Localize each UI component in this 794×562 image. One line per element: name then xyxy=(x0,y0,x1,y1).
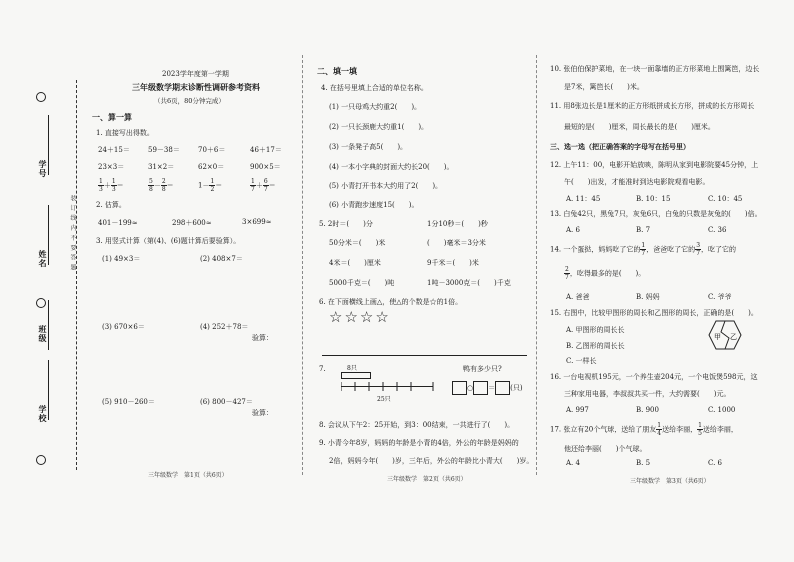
fold-line-1 xyxy=(302,55,304,475)
q6-prompt: 6. 在下面横线上画△，使△的个数是☆的1倍。 xyxy=(319,298,463,306)
q9-line2: 2倍，妈妈今年( )岁，三年后，外公的年龄比小青大( )岁。 xyxy=(329,457,534,465)
q5-item-kilometer: 9千米＝( )米 xyxy=(427,259,479,267)
section-1-heading: 一、算一算 xyxy=(92,112,132,122)
q12-line2: 午( )出发，才能准时到达电影院观看电影。 xyxy=(564,178,710,186)
q11-line2: 最短的是( )厘米，周长最长的是( )厘米。 xyxy=(564,123,715,131)
q17-line1: 17. 张立有20个气球，送给了朋友 $\frac{1}{4}$ 送给李丽， $\frac{1}{5}$ 送给李丽， xyxy=(550,422,738,437)
q5-item-meter: 4米＝( )厘米 xyxy=(329,259,381,267)
q1-frac-item1: $\frac{1}{3}$ ＋ $\frac{1}{3}$ ＝ xyxy=(99,178,124,193)
q13-option-c: C. 36 xyxy=(708,226,727,234)
q4-item1: (1) 一只母鸡大约重2( )。 xyxy=(329,103,422,111)
q5-item-seconds: 1分10秒＝( )秒 xyxy=(427,220,488,228)
q3-prompt: 3. 用竖式计算（第(4)、(6)题计算后要验算）。 xyxy=(96,237,241,245)
q7-top-label: 8只 xyxy=(347,365,357,372)
q15-hexagon-figure xyxy=(708,320,742,350)
q1-frac-item2: $\frac{5}{8}$ － $\frac{2}{8}$ ＝ xyxy=(149,178,174,193)
q15-option-a: A. 甲图形的周长长 xyxy=(566,326,625,334)
student-id-label: 学号 xyxy=(38,160,48,178)
q14-line1: 14. 一个蛋挞，妈妈吃了它的 $\frac{1}{7}$ ，爸爸吃了它的 $\frac{3}{7}$ ，吃了它的 xyxy=(550,242,737,257)
page-1-footer: 三年级数学 第1页（共6页） xyxy=(148,472,228,479)
q7-equation: ○ ＝ (只) xyxy=(452,381,523,395)
q17-option-c: C. 6 xyxy=(708,459,723,467)
q7-answer-box-1[interactable] xyxy=(452,381,467,395)
section-2-heading: 二、填一填 xyxy=(317,66,357,76)
q3-item1: (1) 49×3＝ xyxy=(102,255,141,263)
page-2-footer: 三年级数学 第2页（共6页） xyxy=(387,476,467,483)
q7-question: 鸭有多少只? xyxy=(463,365,502,373)
q12-option-c: C. 10：45 xyxy=(708,195,743,203)
page-2 xyxy=(307,0,532,562)
q2-item2: 298＋600≈ xyxy=(172,219,212,227)
q4-item3: (3) 一条凳子高5( )。 xyxy=(329,143,408,151)
q4-item2: (2) 一只长颈鹿大约重1( )。 xyxy=(329,123,429,131)
q1-row1-item4: 46＋17＝ xyxy=(250,146,282,154)
q3-check-label-6: 验算： xyxy=(252,409,273,417)
name-label: 姓名 xyxy=(38,250,48,268)
q4-item4: (4) 一本小字典的封面大约长20( )。 xyxy=(329,163,454,171)
q4-prompt: 4. 在括号里填上合适的单位名称。 xyxy=(321,84,428,92)
binding-warning-text: 装 订 线 内 不 要 答 题 xyxy=(69,195,76,272)
exam-subtitle: （共6页，80分钟完成） xyxy=(154,97,225,105)
q12-line1: 12. 上午11：00，电影开始放映，陈明从家到电影院要45分钟，上 xyxy=(550,161,759,169)
q1-row2-item1: 23×3＝ xyxy=(98,163,125,171)
q3-check-label-4: 验算： xyxy=(252,334,273,342)
q17-line2: 他还给李丽( )个气球。 xyxy=(564,445,647,453)
binding-strip xyxy=(0,0,92,562)
q1-row2-item3: 62×0＝ xyxy=(198,163,225,171)
q16-option-c: C. 1000 xyxy=(708,406,736,414)
q15-prompt: 15. 右图中，比较甲图形的周长和乙图形的周长，正确的是( )。 xyxy=(550,309,758,317)
q2-prompt: 2. 估算。 xyxy=(96,201,126,209)
q7-answer-box-3[interactable] xyxy=(495,381,510,395)
q2-item1: 401－199≈ xyxy=(98,219,138,227)
q1-row2-item2: 31×2＝ xyxy=(148,163,175,171)
q3-item5: (5) 910－260＝ xyxy=(102,398,155,406)
q13-option-a: A. 6 xyxy=(566,226,580,234)
q3-item3: (3) 670×6＝ xyxy=(102,323,145,331)
q1-frac-item4: $\frac{1}{7}$ ＋ $\frac{6}{7}$ ＝ xyxy=(251,178,276,193)
q4-item5: (5) 小青打开书本大约用了2( )。 xyxy=(329,182,443,190)
q16-option-a: A. 997 xyxy=(566,406,589,414)
q16-line2: 三种家用电器，李叔叔共买一件，大约需要( )元。 xyxy=(564,390,731,398)
q1-row1-item3: 70＋6＝ xyxy=(198,146,226,154)
q15-figure-label-yi: 乙 xyxy=(730,333,737,341)
page-1 xyxy=(92,0,297,562)
binding-hole-top xyxy=(36,92,46,102)
section-3-heading: 三、选一选（把正确答案的字母写在括号里） xyxy=(550,142,690,151)
binding-hole-mid xyxy=(36,298,46,308)
q9-line1: 9. 小青今年8岁，妈妈的年龄是小青的4倍，外公的年龄是妈妈的 xyxy=(319,439,519,447)
q6-answer-line xyxy=(322,355,527,356)
q1-frac-item3: 1－ $\frac{1}{2}$ ＝ xyxy=(198,178,223,193)
q1-row1-item1: 24＋15＝ xyxy=(98,146,130,154)
q15-option-c: C. 一样长 xyxy=(566,357,597,365)
q5-item-kilogram: 1吨－3000克＝( )千克 xyxy=(427,279,511,287)
q7-answer-box-2[interactable] xyxy=(473,381,488,395)
q7-bottom-label: 25只 xyxy=(377,396,391,403)
q7-number: 7. xyxy=(319,365,326,373)
q16-option-b: B. 900 xyxy=(636,406,659,414)
q13-option-b: B. 7 xyxy=(636,226,651,234)
q17-option-a: A. 4 xyxy=(566,459,580,467)
page-3-footer: 三年级数学 第3页（共6页） xyxy=(630,478,710,485)
page-3 xyxy=(540,0,794,562)
q14-option-b: B. 妈妈 xyxy=(636,293,660,301)
q12-option-b: B. 10：15 xyxy=(636,195,671,203)
q5-item-hours: 5. 2时＝( )分 xyxy=(319,220,373,228)
q1-row2-item4: 900×5＝ xyxy=(250,163,281,171)
q13-prompt: 13. 白兔42只，黑兔7只，灰兔6只，白兔的只数是灰兔的( )倍。 xyxy=(550,210,762,218)
q12-option-a: A. 11：45 xyxy=(566,195,601,203)
q3-item6: (6) 800－427＝ xyxy=(200,398,253,406)
q2-item3: 3×699≈ xyxy=(242,218,272,226)
q5-item-decimeter: 50分米＝( )米 xyxy=(329,239,386,247)
school-label: 学校 xyxy=(38,405,48,423)
q16-line1: 16. 一台电视机195元，一个养生壶204元，一个电饭煲598元，这 xyxy=(550,373,758,381)
exam-title: 三年级数学期末诊断性调研参考资料 xyxy=(132,82,260,92)
q7-segment-ticks xyxy=(341,382,435,392)
q3-item2: (2) 408×7＝ xyxy=(200,255,243,263)
q10-line2: 是7米，篱笆长( )米。 xyxy=(564,83,644,91)
q4-item6: (6) 小青跑步速度15( )。 xyxy=(329,201,419,209)
q5-item-ton: 5000千克＝( )吨 xyxy=(329,279,395,287)
class-label: 班级 xyxy=(38,325,48,343)
q11-line1: 11. 用8张边长是1厘米的正方形纸拼成长方形，拼成的长方形周长 xyxy=(550,102,755,110)
q15-option-b: B. 乙图形的周长长 xyxy=(566,342,625,350)
fold-line-2 xyxy=(536,55,538,475)
q8-prompt: 8. 会议从下午2：25开始，到3：00结束，一共进行了( )。 xyxy=(319,421,515,429)
q10-line1: 10. 张伯伯保护菜地，在一块一面靠墙的正方形菜地上围篱笆，边长 xyxy=(550,65,760,73)
q7-top-bar xyxy=(341,372,371,379)
q1-row1-item2: 59－38＝ xyxy=(148,146,180,154)
q1-prompt: 1. 直接写出得数。 xyxy=(96,129,154,137)
q14-line2: $\frac{2}{7}$ ，吃得最多的是( )。 xyxy=(565,266,646,281)
q6-stars: ☆☆☆☆ xyxy=(329,308,391,326)
binding-dashed-line xyxy=(76,80,78,470)
q14-option-a: A. 爸爸 xyxy=(566,293,590,301)
q3-item4: (4) 252＋78＝ xyxy=(200,323,249,331)
q17-option-b: B. 5 xyxy=(636,459,651,467)
binding-hole-bottom xyxy=(36,455,46,465)
q14-option-c: C. 爷爷 xyxy=(708,293,732,301)
exam-year-title: 2023学年度第一学期 xyxy=(162,70,229,78)
q15-figure-label-jia: 甲 xyxy=(714,333,721,341)
q5-item-millimeter: ( )毫米＝3分米 xyxy=(427,239,486,247)
